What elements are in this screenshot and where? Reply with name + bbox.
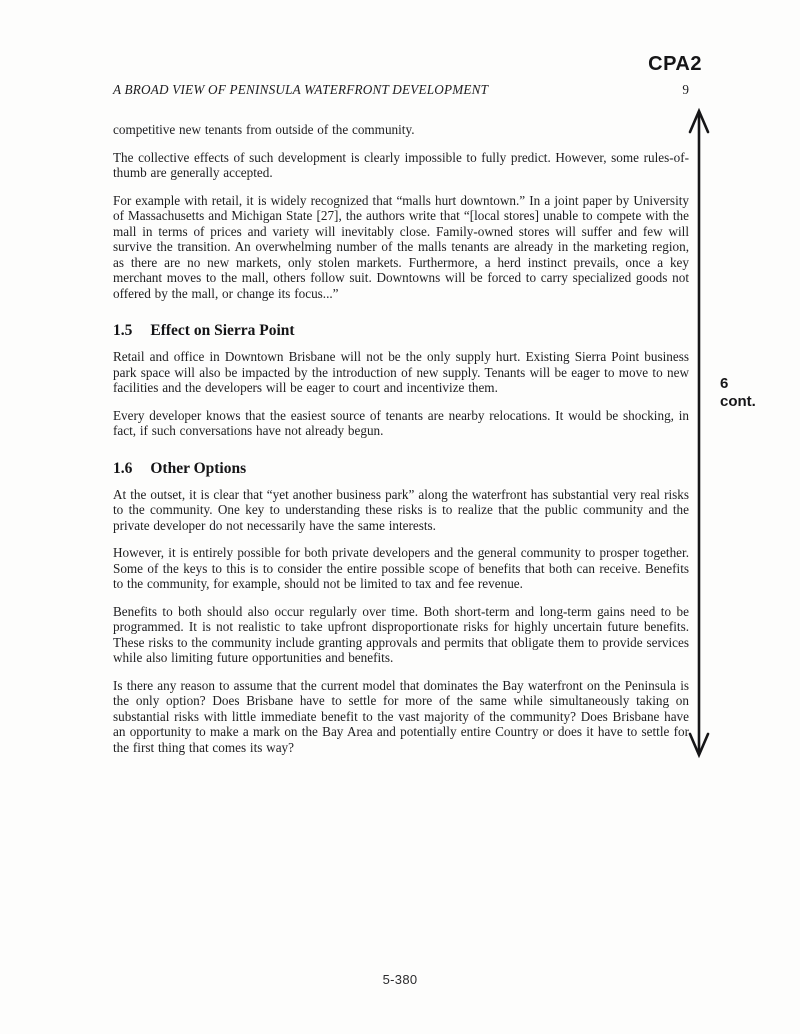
page-number: 9 — [682, 82, 689, 97]
section-heading-1-6 — [113, 460, 689, 478]
paragraph-collective-effects: The collective effects of such development is clearly impossible to fully predict. However, some rules-of-thumb are generally accepted. — [113, 149, 689, 180]
section-title: Effect on Sierra Point — [150, 322, 295, 339]
vertical-double-arrow-icon — [687, 106, 711, 760]
section-title: Other Options — [150, 459, 247, 477]
section-number: 1.5 — [113, 322, 133, 339]
section-heading-1-5 — [113, 322, 689, 340]
paragraph-sierra-point: Retail and office in Downtown Brisbane will not be the only supply hurt. Existing Sierra Point business park space will also be impacted by the introduction of new supply. Tenants will be eager to move to new facilities and the developers will be eager to court and incentivize them. — [113, 349, 689, 395]
paragraph-benefits-over-time: Benefits to both should also occur regularly over time. Both short-term and long-term gains need to be programmed. It is not realistic to take upfront disproportionate risks for highly uncertain future benefits. These risks to the community include granting approvals and permits that obligate them to provide services while also limiting future opportunities and benefits. — [113, 603, 689, 665]
exhibit-cont-text: cont. — [720, 393, 756, 410]
exhibit-continuation-label — [720, 375, 756, 411]
stamp-cpa2: CPA2 — [648, 53, 702, 75]
section-number: 1.6 — [113, 459, 133, 477]
paragraph-intro: competitive new tenants from outside of the community. — [113, 122, 415, 137]
exhibit-number: 6 — [720, 375, 729, 392]
paragraph-retail-example: For example with retail, it is widely recognized that “malls hurt downtown.” In a joint paper by University of Massachusetts and Michigan State [27], the authors write that “[local stores] unable to compete with the mall in terms of prices and variety will inevitably close. Family-owned stores will suffer and few will survive the transition. An overwhelming number of the malls tenants are already in the marketing region, as there are no new markets, only stolen markets. Furthermore, a herd instinct prevails, once a key merchant moves to the mall, others follow suit. Downtowns will be forced to carry specialized goods not offered by the mall, or change its focus...” — [113, 192, 689, 301]
paragraph-developer-relocations: Every developer knows that the easiest source of tenants are nearby relocations. It would be shocking, in fact, if such conversations have not already begun. — [113, 407, 689, 438]
running-header-title: A BROAD VIEW OF PENINSULA WATERFRONT DEVELOPMENT — [113, 82, 489, 97]
footer-page-label: 5-380 — [382, 972, 418, 987]
body-column — [113, 122, 689, 767]
paragraph-prosper-together: However, it is entirely possible for both private developers and the general community to prosper together. Some of the keys to this is to consider the entire possible scope of benefits that both can receive. Benefits to the community, for example, should not be limited to tax and fee revenue. — [113, 545, 689, 591]
running-header — [113, 82, 689, 98]
paragraph-closing-questions: Is there any reason to assume that the current model that dominates the Bay waterfront on the Peninsula is the only option? Does Brisbane have to settle for more of the same while simultaneously taking on substantial risks with little immediate benefit to the vast majority of the community? Does Brisbane have an opportunity to make a mark on the Bay Area and potentially entire Country or does it have to settle for the first thing that comes its way? — [113, 677, 689, 755]
paragraph-outset-risks: At the outset, it is clear that “yet another business park” along the waterfront has substantial very real risks to the community. One key to understanding these risks is to realize that the public community and the private developer do not necessarily have the same interests. — [113, 486, 689, 533]
